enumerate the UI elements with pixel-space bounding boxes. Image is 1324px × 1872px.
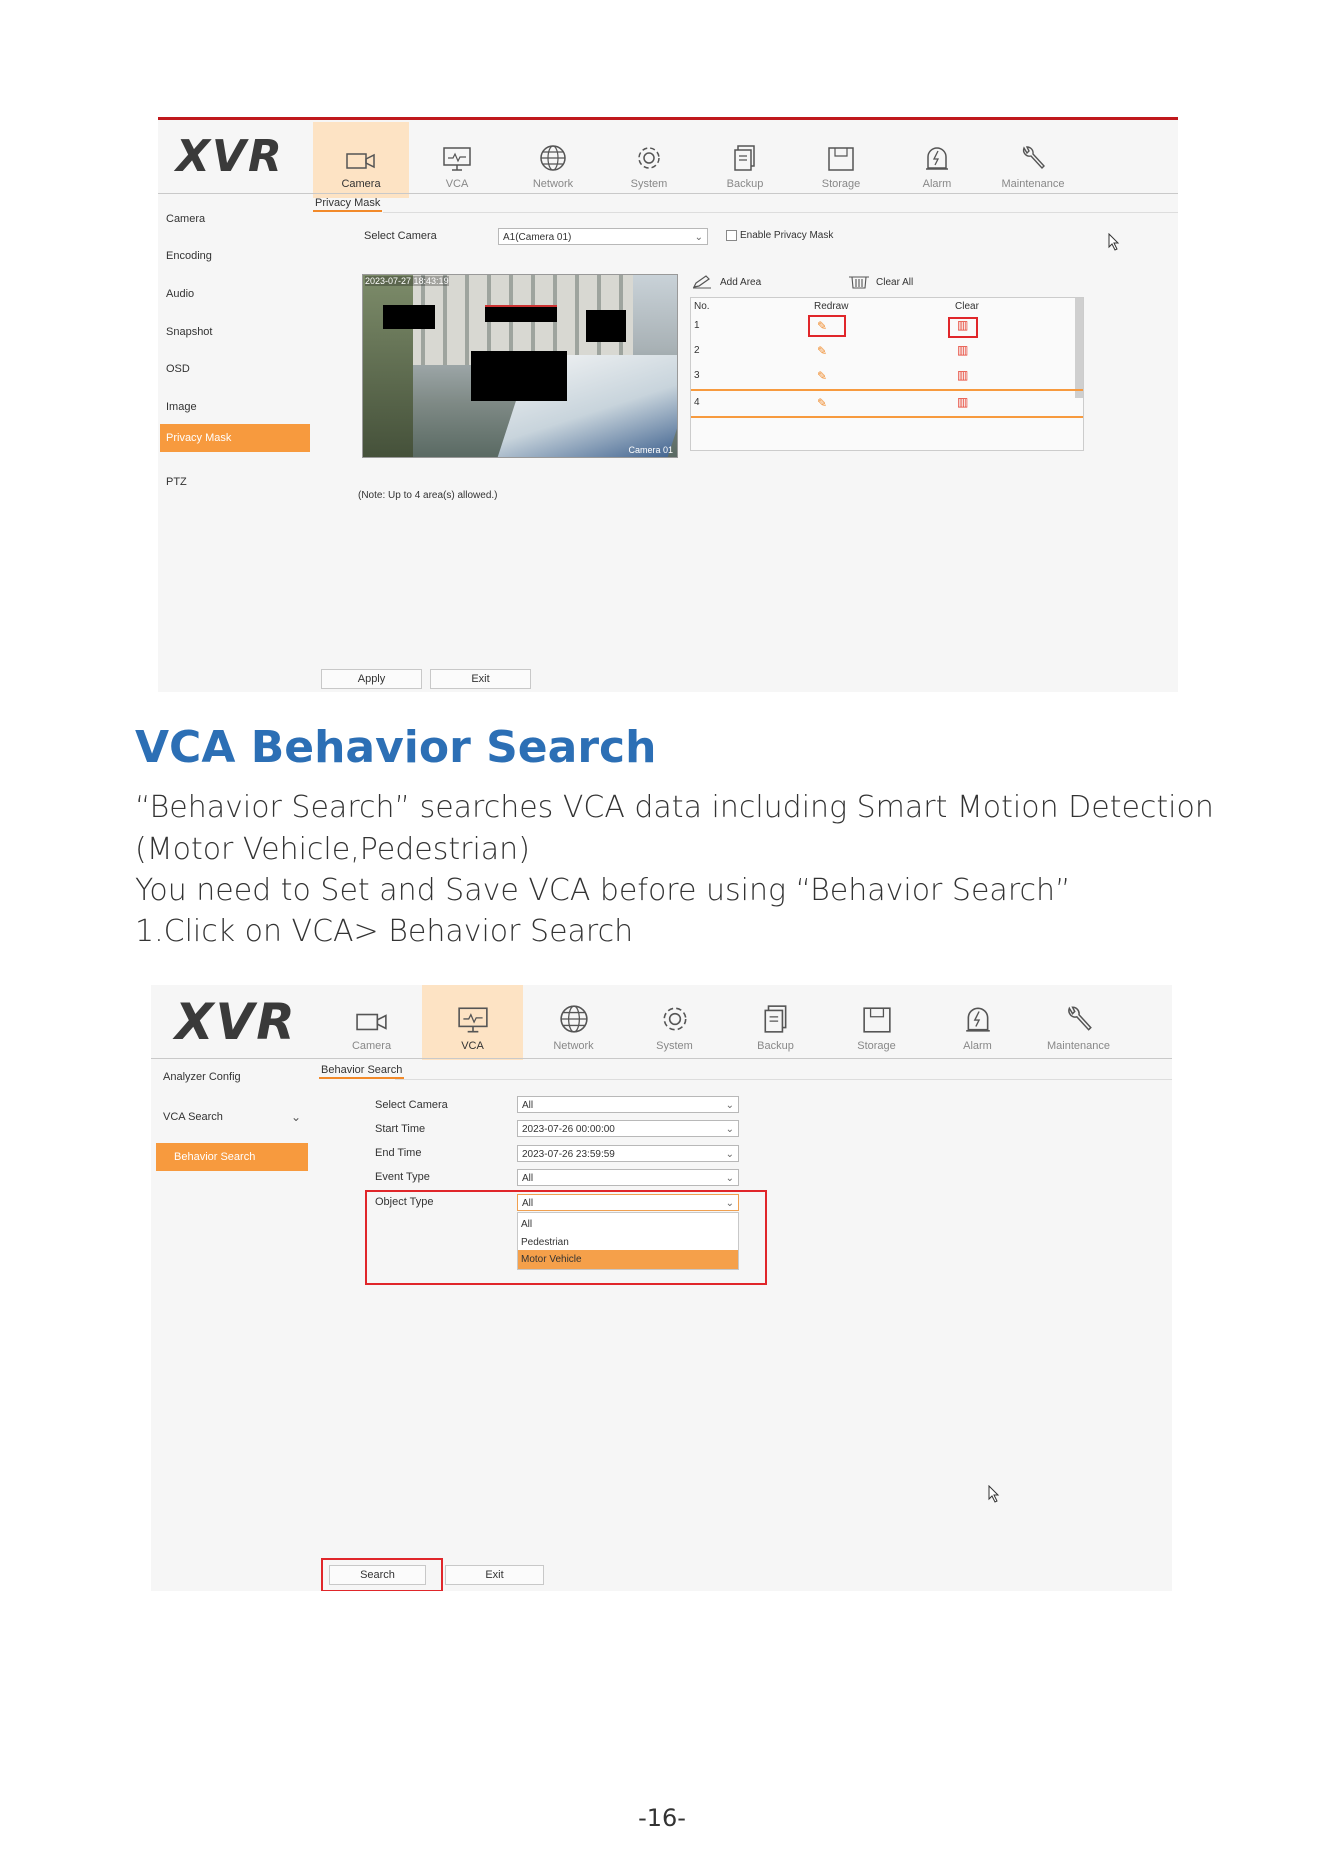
select-camera-dropdown[interactable] — [498, 228, 708, 245]
start-time-value: 2023-07-26 00:00:00 — [522, 1124, 615, 1135]
mask-area-2 — [485, 305, 557, 322]
enable-privacy-mask-checkbox[interactable] — [726, 230, 737, 241]
redraw-icon[interactable]: ✎ — [817, 396, 828, 410]
chevron-down-icon: ⌄ — [725, 1124, 734, 1135]
preview-greenery — [363, 275, 413, 457]
redraw-highlight — [808, 315, 846, 337]
object-type-value: All — [522, 1198, 534, 1209]
search-button[interactable]: Search — [329, 1565, 426, 1585]
table-row[interactable] — [691, 339, 1083, 364]
add-area-button[interactable] — [692, 274, 761, 290]
select-camera-value: All — [522, 1100, 534, 1111]
tab-divider — [383, 212, 1178, 213]
row-number: 3 — [694, 370, 700, 381]
mask-area-1 — [383, 305, 435, 329]
row-number: 2 — [694, 345, 700, 356]
clear-highlight — [948, 317, 978, 338]
end-time-field[interactable] — [517, 1145, 739, 1162]
option-pedestrian[interactable]: Pedestrian — [521, 1237, 569, 1248]
nav-label: VCA — [461, 1040, 484, 1052]
nav-label: VCA — [445, 178, 469, 190]
note-text: (Note: Up to 4 area(s) allowed.) — [358, 490, 498, 501]
nav-vca[interactable] — [422, 985, 523, 1060]
nav-maintenance[interactable] — [985, 122, 1081, 198]
redraw-icon[interactable]: ✎ — [817, 344, 828, 358]
top-red-bar — [158, 117, 1178, 120]
nav-label: Maintenance — [1001, 178, 1065, 190]
area-table — [690, 297, 1084, 451]
nav-label: Backup — [757, 1040, 794, 1052]
col-header-redraw: Redraw — [814, 301, 849, 312]
nav-label: Storage — [821, 178, 861, 190]
object-type-label: Object Type — [375, 1196, 434, 1208]
end-time-value: 2023-07-26 23:59:59 — [522, 1149, 615, 1160]
mask-area-3 — [586, 310, 626, 342]
alarm-icon — [923, 144, 951, 172]
sidebar-item-snapshot[interactable]: Snapshot — [166, 326, 213, 338]
chevron-down-icon: ⌄ — [725, 1173, 734, 1184]
end-time-label: End Time — [375, 1147, 422, 1159]
xvr-logo: XVR — [175, 993, 297, 1051]
search-highlight — [321, 1558, 443, 1591]
sidebar-item-osd[interactable]: OSD — [166, 363, 190, 375]
nav-camera[interactable] — [321, 985, 422, 1060]
table-row-selected[interactable] — [691, 391, 1083, 418]
mouse-cursor-icon — [988, 1485, 1000, 1508]
nav-backup[interactable] — [725, 985, 826, 1060]
nav-network[interactable] — [523, 985, 624, 1060]
body-line-4: 1.Click on VCA> Behavior Search — [135, 914, 634, 949]
sidebar-item-behavior-search[interactable] — [156, 1143, 308, 1171]
gear-icon — [660, 1004, 690, 1034]
section-heading: VCA Behavior Search — [135, 722, 657, 773]
nav-storage[interactable] — [826, 985, 927, 1060]
delete-icon[interactable]: ▥ — [957, 318, 969, 332]
sidebar-item-audio[interactable]: Audio — [166, 288, 195, 300]
backup-icon — [732, 144, 758, 172]
monitor-icon — [442, 146, 472, 172]
tab-behavior-search[interactable]: Behavior Search — [319, 1064, 404, 1079]
storage-icon — [827, 146, 855, 172]
row-number: 4 — [694, 397, 700, 408]
start-time-label: Start Time — [375, 1123, 426, 1135]
preview-timestamp: 2023-07-27 18:43:19 — [365, 276, 449, 286]
alarm-icon — [963, 1004, 993, 1034]
sidebar-item-camera[interactable]: Camera — [166, 213, 206, 225]
pencil-icon — [692, 275, 712, 289]
nav-label: Camera — [341, 178, 381, 190]
select-camera-dropdown[interactable] — [517, 1096, 739, 1113]
preview-caption: Camera 01 — [628, 445, 673, 455]
globe-icon — [539, 144, 567, 172]
monitor-icon — [457, 1006, 489, 1034]
sidebar-item-privacy-mask[interactable]: Privacy Mask — [160, 424, 310, 452]
event-type-label: Event Type — [375, 1171, 430, 1183]
redraw-icon[interactable]: ✎ — [817, 319, 828, 333]
clear-all-label: Clear All — [876, 276, 914, 288]
globe-icon — [559, 1004, 589, 1034]
option-all[interactable]: All — [521, 1219, 533, 1230]
delete-icon[interactable]: ▥ — [957, 395, 969, 409]
nav-alarm[interactable] — [889, 122, 985, 198]
camera-icon — [346, 150, 376, 172]
col-header-no: No. — [694, 301, 710, 312]
event-type-value: All — [522, 1173, 534, 1184]
main-nav — [321, 985, 1129, 1060]
nav-label: Alarm — [963, 1040, 992, 1052]
nav-vca[interactable] — [409, 122, 505, 198]
storage-icon — [862, 1006, 892, 1034]
sidebar-item-label: Behavior Search — [174, 1151, 256, 1163]
chevron-down-icon: ⌄ — [725, 1198, 734, 1209]
camera-preview[interactable] — [362, 274, 678, 458]
add-area-label: Add Area — [720, 276, 762, 288]
nav-backup[interactable] — [697, 122, 793, 198]
body-line-1: “Behavior Search” searches VCA data including Smart Motion Detection — [135, 790, 1214, 825]
delete-icon[interactable]: ▥ — [957, 343, 969, 357]
mask-area-4 — [471, 351, 567, 401]
body-line-2: (Motor Vehicle,Pedestrian) — [135, 832, 530, 867]
nav-divider — [158, 193, 1178, 194]
wrench-icon — [1019, 144, 1047, 172]
sidebar-item-label: VCA Search — [163, 1111, 223, 1123]
exit-button[interactable]: Exit — [430, 669, 531, 689]
wrench-icon — [1064, 1004, 1094, 1034]
behavior-search-screenshot — [151, 985, 1172, 1591]
mouse-cursor-icon — [1108, 233, 1120, 256]
delete-icon[interactable]: ▥ — [957, 368, 969, 382]
page-number: -16- — [638, 1804, 686, 1832]
sidebar-item-encoding[interactable]: Encoding — [166, 250, 212, 262]
nav-label: Alarm — [922, 178, 952, 190]
start-time-field[interactable] — [517, 1120, 739, 1137]
trash-icon — [848, 275, 870, 289]
nav-label: Backup — [726, 178, 764, 190]
tab-privacy-mask[interactable]: Privacy Mask — [313, 197, 382, 212]
event-type-dropdown[interactable] — [517, 1169, 739, 1186]
table-row[interactable] — [691, 364, 1083, 391]
option-motor-vehicle[interactable]: Motor Vehicle — [518, 1250, 738, 1269]
nav-label: System — [656, 1040, 693, 1052]
chevron-down-icon: ⌄ — [725, 1149, 734, 1160]
col-header-clear: Clear — [955, 301, 979, 312]
enable-privacy-mask-label: Enable Privacy Mask — [740, 230, 834, 241]
sidebar-item-analyzer-config[interactable]: Analyzer Config — [163, 1071, 241, 1083]
gear-icon — [635, 144, 663, 172]
object-type-highlight — [365, 1190, 767, 1285]
apply-button[interactable]: Apply — [321, 669, 422, 689]
backup-icon — [762, 1004, 790, 1034]
nav-label: Network — [532, 178, 574, 190]
nav-network[interactable] — [505, 122, 601, 198]
chevron-down-icon: ⌄ — [725, 1100, 734, 1111]
clear-all-button[interactable] — [848, 274, 913, 290]
table-row[interactable] — [691, 314, 1083, 339]
camera-icon — [356, 1010, 388, 1034]
nav-camera[interactable] — [313, 122, 409, 198]
privacy-mask-screenshot — [158, 117, 1178, 692]
nav-label: Network — [553, 1040, 594, 1052]
row-number: 1 — [694, 320, 700, 331]
nav-alarm[interactable] — [927, 985, 1028, 1060]
exit-button[interactable]: Exit — [445, 1565, 544, 1585]
sidebar-item-ptz[interactable]: PTZ — [166, 476, 187, 488]
select-camera-label: Select Camera — [375, 1099, 448, 1111]
chevron-down-icon: ⌄ — [694, 232, 703, 243]
nav-label: Storage — [857, 1040, 896, 1052]
sidebar-item-vca-search[interactable] — [157, 1103, 307, 1131]
sidebar-item-image[interactable]: Image — [166, 401, 197, 413]
nav-label: System — [630, 178, 668, 190]
select-camera-value: A1(Camera 01) — [503, 232, 572, 243]
table-header — [691, 298, 1083, 314]
nav-system[interactable] — [624, 985, 725, 1060]
xvr-logo: XVR — [176, 131, 284, 182]
redraw-icon[interactable]: ✎ — [817, 369, 828, 383]
tab-divider — [395, 1079, 1172, 1080]
main-nav — [313, 122, 1081, 198]
nav-storage[interactable] — [793, 122, 889, 198]
nav-maintenance[interactable] — [1028, 985, 1129, 1060]
nav-system[interactable] — [601, 122, 697, 198]
nav-label: Camera — [351, 1040, 392, 1052]
body-line-3: You need to Set and Save VCA before using “Behavior Search” — [135, 873, 1071, 908]
nav-divider — [151, 1058, 1172, 1059]
nav-label: Maintenance — [1047, 1040, 1110, 1052]
chevron-down-icon: ⌄ — [290, 1110, 301, 1124]
select-camera-label: Select Camera — [364, 230, 437, 242]
